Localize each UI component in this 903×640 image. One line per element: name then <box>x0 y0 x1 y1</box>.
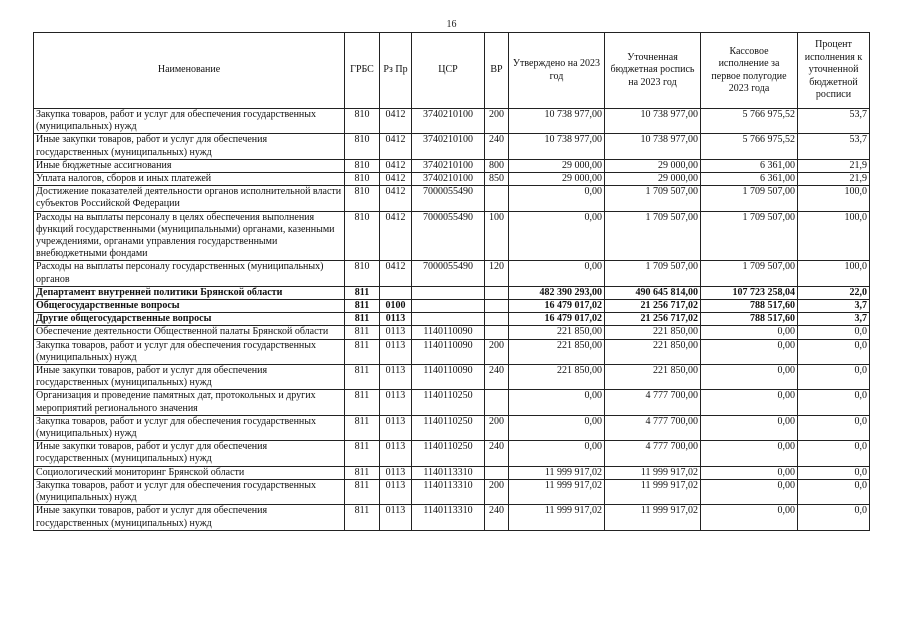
cell-csr: 1140110090 <box>412 326 485 339</box>
cell-grbs: 810 <box>345 261 380 286</box>
table-row <box>34 505 870 530</box>
cell-approved: 0,00 <box>509 186 605 211</box>
cell-percent: 0,0 <box>798 339 870 364</box>
cell-vr: 240 <box>485 505 509 530</box>
cell-approved: 0,00 <box>509 415 605 440</box>
table-row <box>34 261 870 286</box>
cell-vr <box>485 390 509 415</box>
cell-csr: 1140113310 <box>412 466 485 479</box>
table-row <box>34 173 870 186</box>
cell-name: Департамент внутренней политики Брянской области <box>34 286 345 299</box>
header-refined: Уточненная бюджетная роспись на 2023 год <box>605 33 701 109</box>
cell-refined: 10 738 977,00 <box>605 134 701 159</box>
cell-rz-pr: 0113 <box>380 390 412 415</box>
cell-grbs: 811 <box>345 415 380 440</box>
cell-executed: 1 709 507,00 <box>701 186 798 211</box>
cell-executed: 0,00 <box>701 466 798 479</box>
cell-csr: 3740210100 <box>412 134 485 159</box>
cell-grbs: 810 <box>345 159 380 172</box>
cell-executed: 6 361,00 <box>701 159 798 172</box>
cell-rz-pr: 0113 <box>380 313 412 326</box>
table-row <box>34 390 870 415</box>
table-row <box>34 186 870 211</box>
cell-percent: 0,0 <box>798 505 870 530</box>
cell-rz-pr: 0100 <box>380 300 412 313</box>
cell-vr <box>485 466 509 479</box>
cell-rz-pr: 0113 <box>380 326 412 339</box>
cell-refined: 1 709 507,00 <box>605 186 701 211</box>
cell-refined: 21 256 717,02 <box>605 313 701 326</box>
cell-percent: 3,7 <box>798 300 870 313</box>
cell-name: Иные закупки товаров, работ и услуг для обеспечения государственных (муниципальных) нужд <box>34 365 345 390</box>
cell-rz-pr: 0113 <box>380 441 412 466</box>
cell-approved: 10 738 977,00 <box>509 109 605 134</box>
cell-refined: 4 777 700,00 <box>605 415 701 440</box>
cell-grbs: 811 <box>345 326 380 339</box>
cell-percent: 53,7 <box>798 134 870 159</box>
cell-refined: 11 999 917,02 <box>605 505 701 530</box>
budget-execution-table <box>33 32 870 531</box>
table-body <box>34 109 870 531</box>
cell-grbs: 810 <box>345 109 380 134</box>
table-row <box>34 286 870 299</box>
cell-refined: 4 777 700,00 <box>605 390 701 415</box>
cell-csr: 1140113310 <box>412 505 485 530</box>
cell-percent: 3,7 <box>798 313 870 326</box>
cell-name: Расходы на выплаты персоналу в целях обеспечения выполнения функций государственными (муниципальными) органами, казенными учреждениями, органами управления государственными внебюджетными фондами <box>34 211 345 261</box>
cell-executed: 0,00 <box>701 339 798 364</box>
table-row <box>34 365 870 390</box>
cell-approved: 221 850,00 <box>509 365 605 390</box>
table-row <box>34 326 870 339</box>
cell-vr: 240 <box>485 441 509 466</box>
cell-executed: 107 723 258,04 <box>701 286 798 299</box>
cell-refined: 11 999 917,02 <box>605 466 701 479</box>
cell-name: Достижение показателей деятельности органов исполнительной власти субъектов Российской Федерации <box>34 186 345 211</box>
cell-refined: 490 645 814,00 <box>605 286 701 299</box>
cell-csr: 1140110250 <box>412 390 485 415</box>
cell-vr <box>485 313 509 326</box>
cell-name: Организация и проведение памятных дат, протокольных и других мероприятий регионального значения <box>34 390 345 415</box>
header-approved: Утверждено на 2023 год <box>509 33 605 109</box>
cell-rz-pr: 0412 <box>380 159 412 172</box>
cell-executed: 0,00 <box>701 390 798 415</box>
cell-approved: 29 000,00 <box>509 173 605 186</box>
table-row <box>34 479 870 504</box>
cell-refined: 1 709 507,00 <box>605 261 701 286</box>
table-row <box>34 339 870 364</box>
cell-percent: 100,0 <box>798 211 870 261</box>
cell-refined: 10 738 977,00 <box>605 109 701 134</box>
table-row <box>34 134 870 159</box>
cell-approved: 16 479 017,02 <box>509 300 605 313</box>
cell-percent: 0,0 <box>798 466 870 479</box>
cell-rz-pr: 0113 <box>380 415 412 440</box>
header-name: Наименование <box>34 33 345 109</box>
cell-rz-pr: 0113 <box>380 505 412 530</box>
cell-csr: 1140110250 <box>412 441 485 466</box>
header-percent: Процент исполнения к уточненной бюджетной росписи <box>798 33 870 109</box>
cell-percent: 21,9 <box>798 159 870 172</box>
page-number: 16 <box>446 19 457 30</box>
cell-name: Расходы на выплаты персоналу государственных (муниципальных) органов <box>34 261 345 286</box>
cell-executed: 5 766 975,52 <box>701 134 798 159</box>
cell-executed: 788 517,60 <box>701 300 798 313</box>
cell-name: Иные бюджетные ассигнования <box>34 159 345 172</box>
cell-vr <box>485 300 509 313</box>
cell-vr: 800 <box>485 159 509 172</box>
cell-refined: 221 850,00 <box>605 326 701 339</box>
cell-rz-pr: 0412 <box>380 134 412 159</box>
cell-refined: 29 000,00 <box>605 173 701 186</box>
cell-name: Иные закупки товаров, работ и услуг для обеспечения государственных (муниципальных) нужд <box>34 441 345 466</box>
cell-vr: 200 <box>485 415 509 440</box>
table-row <box>34 300 870 313</box>
cell-vr: 200 <box>485 479 509 504</box>
header-executed: Кассовое исполнение за первое полугодие 2023 года <box>701 33 798 109</box>
cell-percent: 0,0 <box>798 479 870 504</box>
cell-csr: 1140110090 <box>412 365 485 390</box>
cell-name: Социологический мониторинг Брянской области <box>34 466 345 479</box>
cell-percent: 0,0 <box>798 326 870 339</box>
cell-csr <box>412 313 485 326</box>
cell-percent: 53,7 <box>798 109 870 134</box>
cell-grbs: 811 <box>345 505 380 530</box>
cell-rz-pr: 0412 <box>380 173 412 186</box>
cell-approved: 16 479 017,02 <box>509 313 605 326</box>
cell-csr: 1140110090 <box>412 339 485 364</box>
cell-rz-pr: 0412 <box>380 186 412 211</box>
cell-executed: 1 709 507,00 <box>701 211 798 261</box>
cell-grbs: 810 <box>345 211 380 261</box>
cell-csr: 1140110250 <box>412 415 485 440</box>
cell-executed: 0,00 <box>701 505 798 530</box>
cell-rz-pr <box>380 286 412 299</box>
cell-grbs: 811 <box>345 390 380 415</box>
cell-grbs: 811 <box>345 300 380 313</box>
cell-grbs: 811 <box>345 339 380 364</box>
table-row <box>34 441 870 466</box>
cell-refined: 221 850,00 <box>605 365 701 390</box>
cell-percent: 100,0 <box>798 261 870 286</box>
cell-name: Закупка товаров, работ и услуг для обеспечения государственных (муниципальных) нужд <box>34 339 345 364</box>
cell-approved: 482 390 293,00 <box>509 286 605 299</box>
cell-approved: 11 999 917,02 <box>509 505 605 530</box>
cell-percent: 22,0 <box>798 286 870 299</box>
cell-grbs: 811 <box>345 479 380 504</box>
cell-percent: 0,0 <box>798 390 870 415</box>
table-row <box>34 211 870 261</box>
cell-csr: 7000055490 <box>412 211 485 261</box>
cell-vr: 100 <box>485 211 509 261</box>
cell-csr: 3740210100 <box>412 109 485 134</box>
cell-executed: 0,00 <box>701 415 798 440</box>
cell-percent: 21,9 <box>798 173 870 186</box>
cell-name: Закупка товаров, работ и услуг для обеспечения государственных (муниципальных) нужд <box>34 415 345 440</box>
cell-refined: 1 709 507,00 <box>605 211 701 261</box>
table-row <box>34 466 870 479</box>
cell-rz-pr: 0412 <box>380 211 412 261</box>
cell-csr: 1140113310 <box>412 479 485 504</box>
cell-rz-pr: 0412 <box>380 261 412 286</box>
cell-name: Уплата налогов, сборов и иных платежей <box>34 173 345 186</box>
cell-name: Закупка товаров, работ и услуг для обеспечения государственных (муниципальных) нужд <box>34 479 345 504</box>
table-row <box>34 415 870 440</box>
cell-rz-pr: 0113 <box>380 365 412 390</box>
cell-vr: 200 <box>485 109 509 134</box>
cell-vr <box>485 286 509 299</box>
cell-vr: 240 <box>485 365 509 390</box>
cell-grbs: 811 <box>345 313 380 326</box>
cell-csr <box>412 300 485 313</box>
header-csr: ЦСР <box>412 33 485 109</box>
cell-approved: 10 738 977,00 <box>509 134 605 159</box>
table-row <box>34 159 870 172</box>
cell-approved: 11 999 917,02 <box>509 479 605 504</box>
cell-refined: 221 850,00 <box>605 339 701 364</box>
cell-grbs: 811 <box>345 441 380 466</box>
cell-approved: 0,00 <box>509 441 605 466</box>
cell-approved: 11 999 917,02 <box>509 466 605 479</box>
header-rz-pr: Рз Пр <box>380 33 412 109</box>
cell-percent: 0,0 <box>798 441 870 466</box>
cell-csr: 7000055490 <box>412 261 485 286</box>
cell-rz-pr: 0113 <box>380 479 412 504</box>
cell-grbs: 810 <box>345 173 380 186</box>
cell-approved: 0,00 <box>509 261 605 286</box>
cell-grbs: 810 <box>345 134 380 159</box>
cell-name: Обеспечение деятельности Общественной палаты Брянской области <box>34 326 345 339</box>
cell-vr: 850 <box>485 173 509 186</box>
cell-executed: 6 361,00 <box>701 173 798 186</box>
cell-vr: 240 <box>485 134 509 159</box>
cell-refined: 4 777 700,00 <box>605 441 701 466</box>
cell-percent: 0,0 <box>798 365 870 390</box>
table-row <box>34 313 870 326</box>
cell-rz-pr: 0113 <box>380 466 412 479</box>
cell-rz-pr: 0113 <box>380 339 412 364</box>
cell-grbs: 811 <box>345 365 380 390</box>
cell-name: Закупка товаров, работ и услуг для обеспечения государственных (муниципальных) нужд <box>34 109 345 134</box>
cell-grbs: 810 <box>345 186 380 211</box>
cell-refined: 21 256 717,02 <box>605 300 701 313</box>
cell-refined: 11 999 917,02 <box>605 479 701 504</box>
cell-approved: 29 000,00 <box>509 159 605 172</box>
cell-grbs: 811 <box>345 466 380 479</box>
cell-executed: 0,00 <box>701 326 798 339</box>
table-row <box>34 109 870 134</box>
cell-approved: 221 850,00 <box>509 326 605 339</box>
cell-vr <box>485 326 509 339</box>
cell-vr: 120 <box>485 261 509 286</box>
cell-executed: 1 709 507,00 <box>701 261 798 286</box>
cell-csr: 3740210100 <box>412 159 485 172</box>
cell-csr: 7000055490 <box>412 186 485 211</box>
cell-approved: 0,00 <box>509 211 605 261</box>
header-vr: ВР <box>485 33 509 109</box>
cell-csr <box>412 286 485 299</box>
cell-csr: 3740210100 <box>412 173 485 186</box>
cell-grbs: 811 <box>345 286 380 299</box>
cell-executed: 0,00 <box>701 479 798 504</box>
cell-name: Общегосударственные вопросы <box>34 300 345 313</box>
cell-approved: 0,00 <box>509 390 605 415</box>
header-grbs: ГРБС <box>345 33 380 109</box>
cell-rz-pr: 0412 <box>380 109 412 134</box>
cell-executed: 0,00 <box>701 441 798 466</box>
cell-refined: 29 000,00 <box>605 159 701 172</box>
cell-executed: 788 517,60 <box>701 313 798 326</box>
cell-approved: 221 850,00 <box>509 339 605 364</box>
cell-executed: 5 766 975,52 <box>701 109 798 134</box>
cell-percent: 100,0 <box>798 186 870 211</box>
cell-vr <box>485 186 509 211</box>
cell-percent: 0,0 <box>798 415 870 440</box>
cell-name: Иные закупки товаров, работ и услуг для обеспечения государственных (муниципальных) нужд <box>34 505 345 530</box>
cell-name: Другие общегосударственные вопросы <box>34 313 345 326</box>
cell-vr: 200 <box>485 339 509 364</box>
table-header-row <box>34 33 870 109</box>
cell-name: Иные закупки товаров, работ и услуг для обеспечения государственных (муниципальных) нужд <box>34 134 345 159</box>
cell-executed: 0,00 <box>701 365 798 390</box>
